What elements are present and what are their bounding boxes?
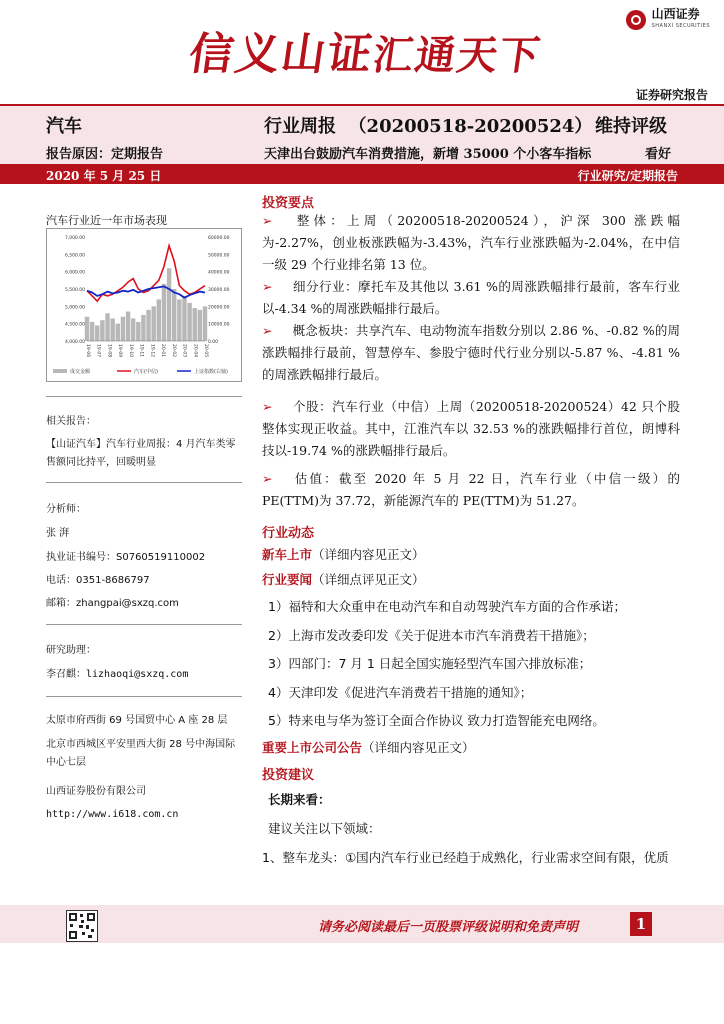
volume-bar [116,324,120,341]
company-notice-line [262,738,475,756]
volume-bar [187,303,191,341]
sidebar-divider [46,396,242,397]
x-axis-tick: 20-05 [203,344,208,358]
right-axis-tick: 10000.00 [208,322,230,328]
x-axis-tick: 20-01 [160,344,166,358]
analyst-license: 执业证书编号：S0760519110002 [46,552,206,563]
right-axis-tick: 50000.00 [208,253,230,259]
qr-pattern [67,911,97,941]
report-title [264,112,592,138]
assistant-heading: 研究助理： [46,645,96,656]
volume-bar [177,299,181,341]
x-axis-tick: 19-11 [138,344,144,358]
advice-heading: 投资建议 [262,768,315,783]
volume-bar [162,284,166,341]
news-item: 2）上海市发改委印发《关于促进本市汽车消费若干措施》； [268,628,595,643]
company-name: 山西证券股份有限公司 [46,786,146,797]
market-chart-svg [47,229,241,381]
bullet-text: 个股：汽车行业（中信）上周（20200518-20200524）42 只个股整体实现正收益。其中，江淮汽车以 32.53 %的涨跌幅排行首位，朗博科技以-19.74 %的涨跌幅排行最后。 [262,399,680,458]
volume-bar [182,296,186,341]
related-heading: 相关报告： [46,416,96,427]
arrow-icon: ➢ [262,323,273,338]
report-date: 2020 年 5 月 25 日 [46,169,162,183]
left-axis-tick: 5,500.00 [64,288,85,293]
logo-name: 山西证券 [651,7,700,21]
disclaimer: 请务必阅读最后一页股票评级说明和免责声明 [318,920,579,935]
volume-bar [121,317,125,341]
logo-subtitle: SHANXI SECURITIES [651,23,710,29]
volume-bar [146,310,150,341]
report-category: 行业研究/定期报告 [577,169,678,183]
bullet-text: 整体：上周（20200518-20200524），沪深 300 涨跌幅为-2.27%，创业板涨跌幅为-3.43%，汽车行业涨跌幅为-2.04%，在中信一级 29 个行业排名第 13 位。 [262,213,680,272]
volume-bar [198,310,202,341]
summary-bullet [262,396,680,462]
volume-bar [85,317,89,341]
x-axis-tick: 20-02 [170,344,176,358]
report-type: 行业周报 [264,116,336,137]
market-chart [46,228,242,382]
legend-label: 成交金额 [70,369,91,375]
right-axis-tick: 30000.00 [208,288,230,293]
report-kind: 证券研究报告 [635,88,708,102]
summary-bullet [262,468,680,512]
volume-bar [105,313,109,341]
left-axis-tick: 6,000.00 [64,270,85,276]
volume-bar [203,306,207,341]
outlook-label: 看好 [645,147,672,162]
sidebar-divider [46,624,242,625]
left-axis-tick: 7,000.00 [64,236,85,241]
volume-bar [95,325,99,341]
slogan-part-2: 汇通天下 [369,33,545,79]
company-logo [626,8,710,32]
bullet-text: 概念板块：共享汽车、电动物流车指数分别以 2.86 %、-0.82 %的周涨跌幅排行最前，智慧停车、参股宁德时代行业分别以-5.87 %、-4.81 %的周涨跌幅排行最后。 [262,323,680,382]
volume-bar [136,322,140,341]
logo-icon [626,10,646,30]
volume-bar [193,308,197,341]
news-note: （详细点评见正文） [312,572,425,587]
advice-item: 1、整车龙头：①国内汽车行业已经趋于成熟化，行业需求空间有限，优质 [262,850,669,865]
volume-bar [167,268,171,341]
dynamics-heading: 行业动态 [262,526,315,541]
x-axis-tick: 20-03 [181,344,187,358]
new-car-note: （详细内容见正文） [312,547,425,562]
brand-slogan [186,18,547,82]
analyst-heading: 分析师： [46,504,86,515]
x-axis-tick: 19-07 [95,344,101,358]
left-axis-tick: 4,000.00 [64,340,85,345]
analyst-name: 张 湃 [46,528,70,539]
right-axis-tick: 60000.00 [208,236,230,241]
chart-title: 汽车行业近一年市场表现 [46,214,167,227]
news-label: 行业要闻 [262,572,313,587]
volume-bar [131,318,135,341]
assistant-contact[interactable]: 李召麒：lizhaoqi@sxzq.com [46,669,189,680]
sidebar-divider [46,482,242,483]
volume-bar [151,306,155,341]
x-axis-tick: 19-10 [127,344,133,358]
advice-intro: 建议关注以下领域： [268,821,381,836]
volume-bar [157,299,161,341]
x-axis-tick: 20-04 [192,344,198,358]
news-item: 1）福特和大众重申在电动汽车和自动驾驶汽车方面的合作承诺； [268,599,626,614]
sidebar-divider [46,696,242,697]
right-axis-tick: 40000.00 [208,270,230,276]
x-axis-tick: 19-06 [85,344,90,358]
news-item: 4）天津印发《促进汽车消费若干措施的通知》； [268,685,533,700]
arrow-icon: ➢ [262,213,273,228]
volume-bar [110,318,114,341]
news-line [262,570,425,588]
date-band [0,164,724,184]
arrow-icon: ➢ [262,399,273,414]
bullet-text: 估值：截至 2020 年 5 月 22 日，汽车行业（中信一级）的 PE(TTM)为 37.72，新能源汽车的 PE(TTM)为 51.27。 [262,471,680,508]
related-report: 【山证汽车】汽车行业周报：4 月汽车类零售额同比持平，回暖明显 [46,439,236,468]
company-notice-label: 重要上市公司公告 [262,740,363,755]
page-number: 1 [630,912,652,936]
address-beijing: 北京市西城区平安里西大街 28 号中海国际中心七层 [46,739,236,768]
address-taiyuan: 太原市府西街 69 号国贸中心 A 座 28 层 [46,715,228,726]
volume-bar [172,289,176,341]
new-car-line [262,545,425,563]
right-axis-tick: 20000.00 [208,305,230,311]
headline: 天津出台鼓励汽车消费措施，新增 35000 个小客车指标 [264,147,592,162]
arrow-icon: ➢ [262,471,273,486]
analyst-email[interactable]: 邮箱：zhangpai@sxzq.com [46,598,179,609]
summary-heading: 投资要点 [262,196,315,211]
x-axis-tick: 19-08 [106,344,112,358]
volume-bar [141,315,145,341]
summary-bullet [262,276,680,320]
news-item: 3）四部门：7 月 1 日起全国实施轻型汽车国六排放标准； [268,656,592,671]
slogan-part-1: 信义山证 [185,29,377,80]
report-period: （20200518-20200524） [348,116,593,137]
sector-label: 汽车 [46,116,82,137]
new-car-label: 新车上市 [262,547,313,562]
bullet-text: 细分行业：摩托车及其他以 3.61 %的周涨跌幅排行最前，客车行业以-4.34 %的周涨跌幅排行最后。 [262,279,680,316]
summary-bullet [262,320,680,386]
legend-label: 上证指数(右轴) [194,369,228,375]
company-notice-note: （详细内容见正文） [362,740,475,755]
arrow-icon: ➢ [262,279,273,294]
analyst-phone: 电话：0351-8686797 [46,575,150,586]
legend-swatch [53,369,67,373]
legend-label: 汽车(中信) [134,369,158,375]
company-website[interactable]: http://www.i618.com.cn [46,809,179,820]
volume-bar [100,320,104,341]
summary-bullet [262,210,680,276]
long-term-label: 长期来看： [268,792,331,807]
left-axis-tick: 6,500.00 [64,253,85,259]
volume-bar [90,322,94,341]
rating-label: 维持评级 [595,116,667,137]
news-item: 5）特来电与华为签订全面合作协议 致力打造智能充电网络。 [268,713,605,728]
left-axis-tick: 5,000.00 [64,305,85,311]
right-axis-tick: 0.00 [208,340,219,345]
x-axis-tick: 19-12 [149,344,155,358]
qr-code-icon [66,910,98,942]
x-axis-tick: 19-09 [117,344,123,358]
report-reason: 报告原因：定期报告 [46,147,164,162]
volume-bar [126,312,130,341]
left-axis-tick: 4,500.00 [64,322,85,328]
